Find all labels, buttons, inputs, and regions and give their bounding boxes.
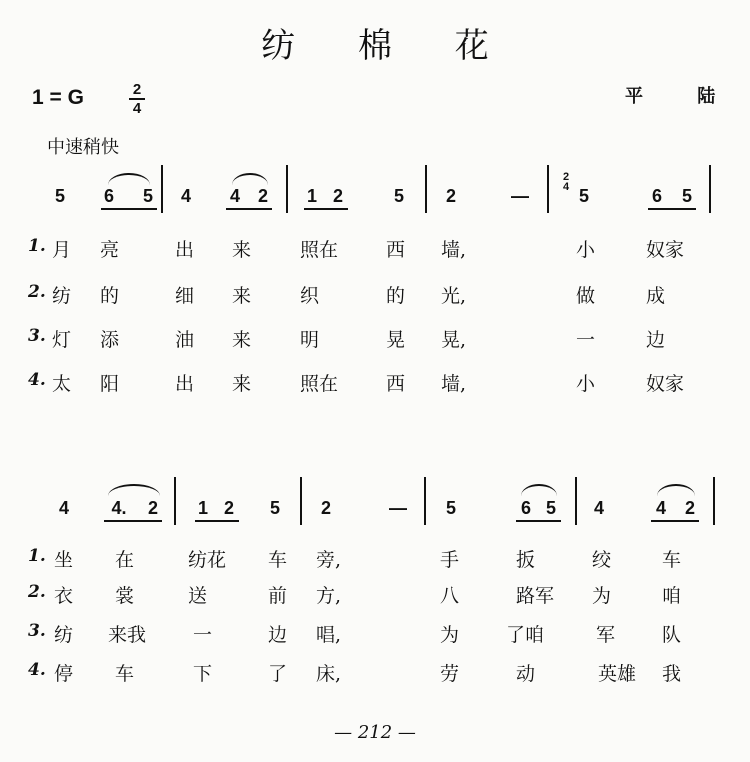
lyric-word: 停 xyxy=(54,663,74,685)
lyric-word: 照在 xyxy=(300,239,339,261)
lyric-word: 了咱 xyxy=(506,624,545,646)
lyric-word: 八 xyxy=(440,585,460,607)
note: 5 xyxy=(269,498,280,518)
lyric-word: 月 xyxy=(52,239,72,261)
lyric-word: 细 xyxy=(175,285,195,307)
note: 2 xyxy=(223,498,234,518)
lyric-word: 来 xyxy=(232,373,252,395)
lyric-word: 下 xyxy=(193,663,213,685)
eighth-underline xyxy=(101,208,157,210)
note: 5 xyxy=(681,186,692,206)
lyric-word: 油 xyxy=(175,329,195,351)
note: 2 xyxy=(320,498,331,518)
eighth-underline xyxy=(648,208,696,210)
barline xyxy=(286,165,288,213)
lyric-word: 纺花 xyxy=(188,549,227,571)
slur xyxy=(232,173,268,185)
lyric-word: 坐 xyxy=(54,549,74,571)
note: 2 xyxy=(684,498,695,518)
note: 4 xyxy=(229,186,240,206)
note: 5 xyxy=(445,498,456,518)
eighth-underline xyxy=(195,520,239,522)
lyric-word: 我 xyxy=(662,663,682,685)
time-signature-top: 2 xyxy=(132,81,142,98)
lyric-word: 来 xyxy=(232,239,252,261)
note: 4 xyxy=(180,186,191,206)
dash: — xyxy=(389,498,407,518)
eighth-underline xyxy=(516,520,561,522)
lyric-word: 来 xyxy=(232,285,252,307)
note: 2 xyxy=(147,498,158,518)
lyric-word: 车 xyxy=(662,549,682,571)
lyric-word: 为 xyxy=(440,624,460,646)
lyric-word: 明 xyxy=(300,329,320,351)
lyric-word: 唱, xyxy=(316,624,342,646)
lyric-word: 的 xyxy=(386,285,406,307)
note: 4. xyxy=(111,498,127,518)
lyric-word: 一 xyxy=(576,329,596,351)
lyric-word: 出 xyxy=(175,373,195,395)
note: 5 xyxy=(54,186,65,206)
lyric-word: 太 xyxy=(52,373,72,395)
note: 1 xyxy=(197,498,208,518)
lyric-word: 小 xyxy=(576,373,596,395)
note: 6 xyxy=(103,186,114,206)
note: 2 xyxy=(445,186,456,206)
verse-number: 4. xyxy=(28,370,46,390)
barline xyxy=(161,165,163,213)
lyric-word: 衣 xyxy=(54,585,74,607)
lyric-word: 晃, xyxy=(441,329,467,351)
lyric-word: 送 xyxy=(188,585,208,607)
lyric-word: 为 xyxy=(592,585,612,607)
slur xyxy=(521,484,557,496)
lyric-word: 出 xyxy=(175,239,195,261)
barline xyxy=(713,477,715,525)
key-signature: 1 = G xyxy=(32,86,84,109)
slur xyxy=(108,173,150,185)
lyric-word: 扳 xyxy=(516,549,536,571)
lyric-word: 边 xyxy=(646,329,666,351)
barline xyxy=(575,477,577,525)
lyric-word: 晃 xyxy=(386,329,406,351)
lyric-word: 纺 xyxy=(52,285,72,307)
lyric-word: 来 xyxy=(232,329,252,351)
lyric-word: 床, xyxy=(316,663,342,685)
lyric-word: 劳 xyxy=(440,663,460,685)
lyric-word: 旁, xyxy=(316,549,342,571)
lyric-word: 英雄 xyxy=(598,663,637,685)
lyric-word: 西 xyxy=(386,373,406,395)
verse-number: 1. xyxy=(28,546,46,566)
barline xyxy=(547,165,549,213)
note: 4 xyxy=(58,498,69,518)
note: 5 xyxy=(578,186,589,206)
lyric-word: 队 xyxy=(662,624,682,646)
barline xyxy=(300,477,302,525)
verse-number: 3. xyxy=(28,326,46,346)
meter-change-bottom: 4 xyxy=(562,181,570,193)
lyric-word: 路军 xyxy=(516,585,555,607)
note: 2 xyxy=(332,186,343,206)
barline xyxy=(425,165,427,213)
tempo-marking: 中速稍快 xyxy=(47,137,119,158)
lyric-word: 来我 xyxy=(108,624,147,646)
lyric-word: 裳 xyxy=(115,585,135,607)
lyric-word: 纺 xyxy=(54,624,74,646)
lyric-word: 手 xyxy=(440,549,460,571)
note: 5 xyxy=(393,186,404,206)
song-title: 纺 棉 花 xyxy=(261,26,515,66)
lyric-word: 绞 xyxy=(592,549,612,571)
lyric-word: 前 xyxy=(268,585,288,607)
barline xyxy=(174,477,176,525)
slur xyxy=(657,484,695,496)
lyric-word: 小 xyxy=(576,239,596,261)
lyric-word: 车 xyxy=(268,549,288,571)
verse-number: 2. xyxy=(28,582,46,602)
lyric-word: 的 xyxy=(100,285,120,307)
lyric-word: 西 xyxy=(386,239,406,261)
note: 5 xyxy=(545,498,556,518)
note: 6 xyxy=(520,498,531,518)
verse-number: 4. xyxy=(28,660,46,680)
eighth-underline xyxy=(304,208,348,210)
verse-number: 3. xyxy=(28,621,46,641)
lyric-word: 了 xyxy=(268,663,288,685)
time-signature-bottom: 4 xyxy=(132,100,142,117)
meter-change-top: 2 xyxy=(562,171,570,183)
lyric-word: 织 xyxy=(300,285,320,307)
lyric-word: 咱 xyxy=(662,585,682,607)
page-number: — 212 — xyxy=(334,722,416,743)
slur xyxy=(108,484,160,496)
lyric-word: 墙, xyxy=(441,373,467,395)
eighth-underline xyxy=(651,520,699,522)
time-signature xyxy=(129,82,145,116)
note: 1 xyxy=(306,186,317,206)
note: 4 xyxy=(593,498,604,518)
lyric-word: 光, xyxy=(441,285,467,307)
lyric-word: 照在 xyxy=(300,373,339,395)
note: 6 xyxy=(651,186,662,206)
lyric-word: 奴家 xyxy=(646,373,685,395)
note: 5 xyxy=(142,186,153,206)
barline xyxy=(424,477,426,525)
eighth-underline xyxy=(226,208,272,210)
lyric-word: 方, xyxy=(316,585,342,607)
barline xyxy=(709,165,711,213)
attribution: 平 陆 xyxy=(625,86,740,107)
dash: — xyxy=(511,186,529,206)
note: 4 xyxy=(655,498,666,518)
lyric-word: 做 xyxy=(576,285,596,307)
lyric-word: 动 xyxy=(516,663,536,685)
eighth-underline xyxy=(104,520,162,522)
lyric-word: 边 xyxy=(268,624,288,646)
lyric-word: 亮 xyxy=(100,239,120,261)
lyric-word: 奴家 xyxy=(646,239,685,261)
lyric-word: 添 xyxy=(100,329,120,351)
verse-number: 2. xyxy=(28,282,46,302)
lyric-word: 车 xyxy=(115,663,135,685)
lyric-word: 一 xyxy=(193,624,213,646)
lyric-word: 军 xyxy=(596,624,616,646)
lyric-word: 灯 xyxy=(52,329,72,351)
lyric-word: 在 xyxy=(115,549,135,571)
lyric-word: 阳 xyxy=(100,373,120,395)
verse-number: 1. xyxy=(28,236,46,256)
note: 2 xyxy=(257,186,268,206)
lyric-word: 成 xyxy=(646,285,666,307)
lyric-word: 墙, xyxy=(441,239,467,261)
